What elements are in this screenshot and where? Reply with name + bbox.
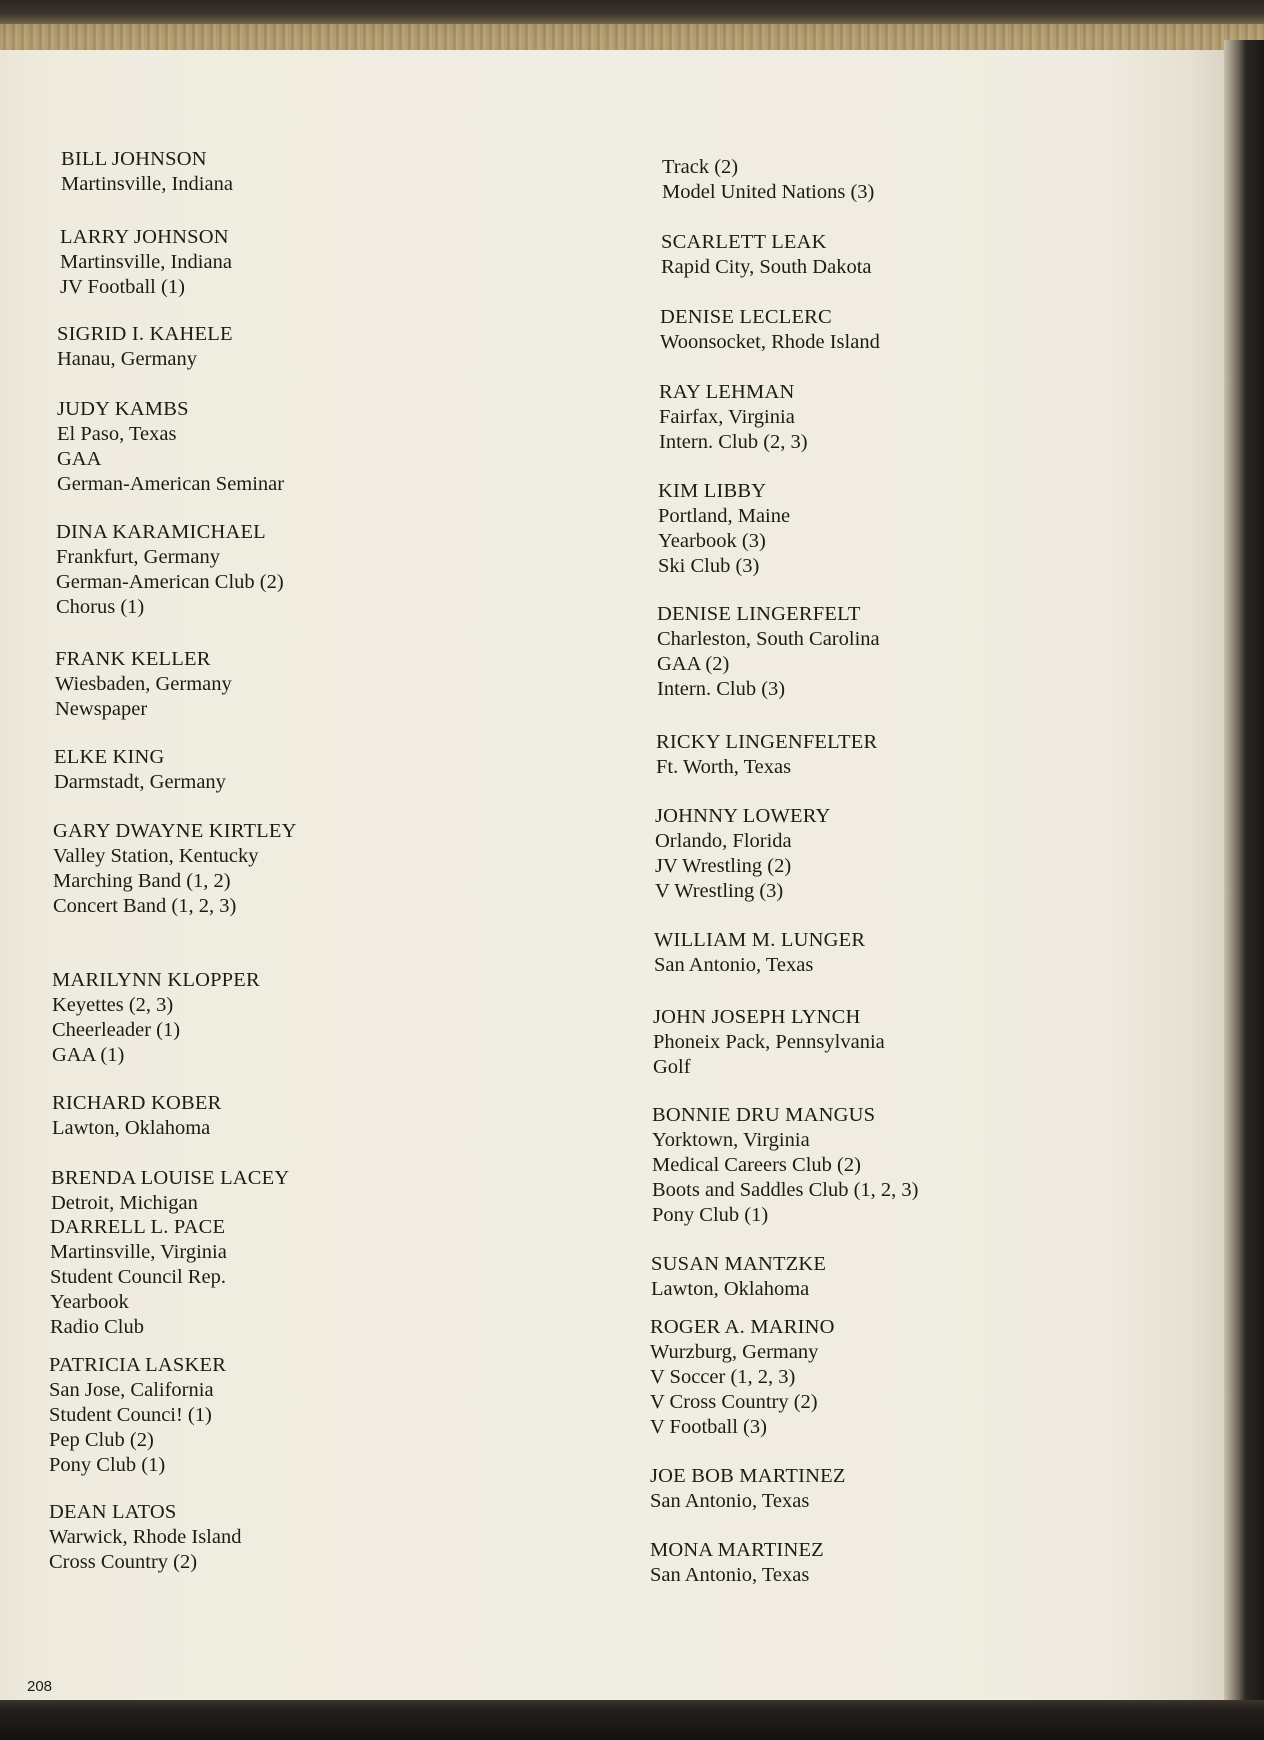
student-hometown: Orlando, Florida xyxy=(655,830,792,852)
student-hometown: Martinsville, Indiana xyxy=(60,251,232,273)
student-name: JOHNNY LOWERY xyxy=(655,805,831,827)
student-hometown: Martinsville, Virginia xyxy=(50,1241,227,1263)
roster-entry xyxy=(651,1252,826,1302)
student-name: DINA KARAMICHAEL xyxy=(56,521,266,543)
student-activity: Pep Club (2) xyxy=(49,1429,154,1451)
roster-entry xyxy=(650,1464,846,1514)
student-hometown: Rapid City, South Dakota xyxy=(661,256,872,278)
student-hometown: San Antonio, Texas xyxy=(654,954,814,976)
student-name: SIGRID I. KAHELE xyxy=(57,323,233,345)
student-name: RAY LEHMAN xyxy=(659,381,795,403)
roster-entry xyxy=(653,1005,885,1080)
student-activity: Cheerleader (1) xyxy=(52,1019,181,1041)
student-hometown: Ft. Worth, Texas xyxy=(656,756,792,778)
student-name: LARRY JOHNSON xyxy=(60,226,229,248)
roster-entry xyxy=(50,1215,227,1340)
roster-entry xyxy=(57,322,233,372)
student-hometown: El Paso, Texas xyxy=(57,423,177,445)
roster-entry xyxy=(54,745,226,795)
student-name: ELKE KING xyxy=(54,746,165,768)
student-name: BONNIE DRU MANGUS xyxy=(652,1104,876,1126)
student-activity: Medical Careers Club (2) xyxy=(652,1154,861,1176)
student-hometown: Lawton, Oklahoma xyxy=(651,1278,810,1300)
student-name: SCARLETT LEAK xyxy=(661,231,827,253)
student-activity: Student Council Rep. xyxy=(50,1266,226,1288)
roster-entry xyxy=(53,819,297,919)
student-name: RICKY LINGENFELTER xyxy=(656,731,878,753)
student-name: JOHN JOSEPH LYNCH xyxy=(653,1006,861,1028)
student-name: GARY DWAYNE KIRTLEY xyxy=(53,820,297,842)
roster-entry xyxy=(60,225,232,300)
roster-entry xyxy=(661,230,872,280)
student-name: PATRICIA LASKER xyxy=(49,1354,227,1376)
student-activity: Pony Club (1) xyxy=(652,1204,769,1226)
student-hometown: Keyettes (2, 3) xyxy=(52,994,174,1016)
student-hometown: Darmstadt, Germany xyxy=(54,771,226,793)
student-activity: GAA xyxy=(57,448,102,470)
roster-entry xyxy=(662,155,874,205)
roster-entry xyxy=(658,479,790,579)
student-name: FRANK KELLER xyxy=(55,648,211,670)
student-activity: V Soccer (1, 2, 3) xyxy=(650,1366,796,1388)
student-activity: Concert Band (1, 2, 3) xyxy=(53,895,237,917)
yearbook-page xyxy=(0,50,1228,1700)
student-activity: JV Wrestling (2) xyxy=(655,855,792,877)
student-hometown: Frankfurt, Germany xyxy=(56,546,220,568)
student-activity: V Football (3) xyxy=(650,1416,767,1438)
roster-entry xyxy=(656,730,877,780)
student-activity: V Cross Country (2) xyxy=(650,1391,818,1413)
student-activity: Boots and Saddles Club (1, 2, 3) xyxy=(652,1179,919,1201)
student-name: DENISE LECLERC xyxy=(660,306,832,328)
student-activity: Marching Band (1, 2) xyxy=(53,870,231,892)
roster-entry xyxy=(657,602,880,702)
student-activity: Model United Nations (3) xyxy=(662,181,875,203)
student-hometown: Hanau, Germany xyxy=(57,348,198,370)
book-binding-bottom xyxy=(0,1700,1264,1740)
roster-entry xyxy=(650,1315,835,1440)
student-hometown: Wurzburg, Germany xyxy=(650,1341,819,1363)
student-activity: Radio Club xyxy=(50,1316,144,1338)
student-activity: Yearbook xyxy=(50,1291,129,1313)
student-name: BILL JOHNSON xyxy=(61,148,207,170)
student-hometown: Woonsocket, Rhode Island xyxy=(660,331,880,353)
student-name: JOE BOB MARTINEZ xyxy=(650,1465,846,1487)
student-activity: Newspaper xyxy=(55,698,148,720)
roster-entry xyxy=(659,380,808,455)
student-hometown: Wiesbaden, Germany xyxy=(55,673,232,695)
student-activity: Chorus (1) xyxy=(56,596,145,618)
student-hometown: Warwick, Rhode Island xyxy=(49,1526,242,1548)
student-hometown: Yorktown, Virginia xyxy=(652,1129,810,1151)
student-activity: Golf xyxy=(653,1056,691,1078)
student-activity: GAA (2) xyxy=(657,653,730,675)
roster-entry xyxy=(52,1091,221,1141)
page-edge-shadow xyxy=(1224,40,1264,1720)
student-name: DEAN LATOS xyxy=(49,1501,177,1523)
student-activity: Pony Club (1) xyxy=(49,1454,166,1476)
student-name: MONA MARTINEZ xyxy=(650,1539,824,1561)
student-name: ROGER A. MARINO xyxy=(650,1316,835,1338)
student-activity: Student Counci! (1) xyxy=(49,1404,212,1426)
page-number: 208 xyxy=(27,1678,53,1695)
student-name: DARRELL L. PACE xyxy=(50,1216,226,1238)
roster-entry xyxy=(57,397,284,497)
student-activity: German-American Club (2) xyxy=(56,571,284,593)
student-activity: Yearbook (3) xyxy=(658,530,766,552)
student-hometown: Portland, Maine xyxy=(658,505,791,527)
roster-entry xyxy=(51,1166,289,1216)
student-name: BRENDA LOUISE LACEY xyxy=(51,1167,290,1189)
student-activity: Track (2) xyxy=(662,156,739,178)
student-hometown: Detroit, Michigan xyxy=(51,1192,198,1214)
roster-entry xyxy=(49,1500,241,1575)
student-name: RICHARD KOBER xyxy=(52,1092,222,1114)
student-activity: German-American Seminar xyxy=(57,473,285,495)
student-name: JUDY KAMBS xyxy=(57,398,189,420)
roster-entry xyxy=(55,647,232,722)
student-activity: V Wrestling (3) xyxy=(655,880,784,902)
student-activity: GAA (1) xyxy=(52,1044,125,1066)
student-activity: Ski Club (3) xyxy=(658,555,760,577)
roster-entry xyxy=(655,804,831,904)
student-hometown: San Jose, California xyxy=(49,1379,214,1401)
student-name: DENISE LINGERFELT xyxy=(657,603,861,625)
roster-entry xyxy=(61,147,233,197)
roster-entry xyxy=(52,968,260,1068)
roster-entry xyxy=(49,1353,226,1478)
student-hometown: Fairfax, Virginia xyxy=(659,406,795,428)
student-hometown: Martinsville, Indiana xyxy=(61,173,233,195)
student-hometown: Charleston, South Carolina xyxy=(657,628,880,650)
roster-entry xyxy=(660,305,880,355)
student-name: MARILYNN KLOPPER xyxy=(52,969,260,991)
student-hometown: Phoneix Pack, Pennsylvania xyxy=(653,1031,885,1053)
student-hometown: Lawton, Oklahoma xyxy=(52,1117,211,1139)
student-activity: Intern. Club (2, 3) xyxy=(659,431,808,453)
student-hometown: San Antonio, Texas xyxy=(650,1564,810,1586)
student-name: WILLIAM M. LUNGER xyxy=(654,929,866,951)
student-name: SUSAN MANTZKE xyxy=(651,1253,827,1275)
student-hometown: San Antonio, Texas xyxy=(650,1490,810,1512)
student-hometown: Valley Station, Kentucky xyxy=(53,845,259,867)
roster-entry xyxy=(652,1103,919,1228)
roster-entry xyxy=(650,1538,824,1588)
student-name: KIM LIBBY xyxy=(658,480,767,502)
student-activity: Intern. Club (3) xyxy=(657,678,786,700)
student-activity: JV Football (1) xyxy=(60,276,185,298)
roster-entry xyxy=(654,928,865,978)
student-activity: Cross Country (2) xyxy=(49,1551,198,1573)
roster-entry xyxy=(56,520,284,620)
